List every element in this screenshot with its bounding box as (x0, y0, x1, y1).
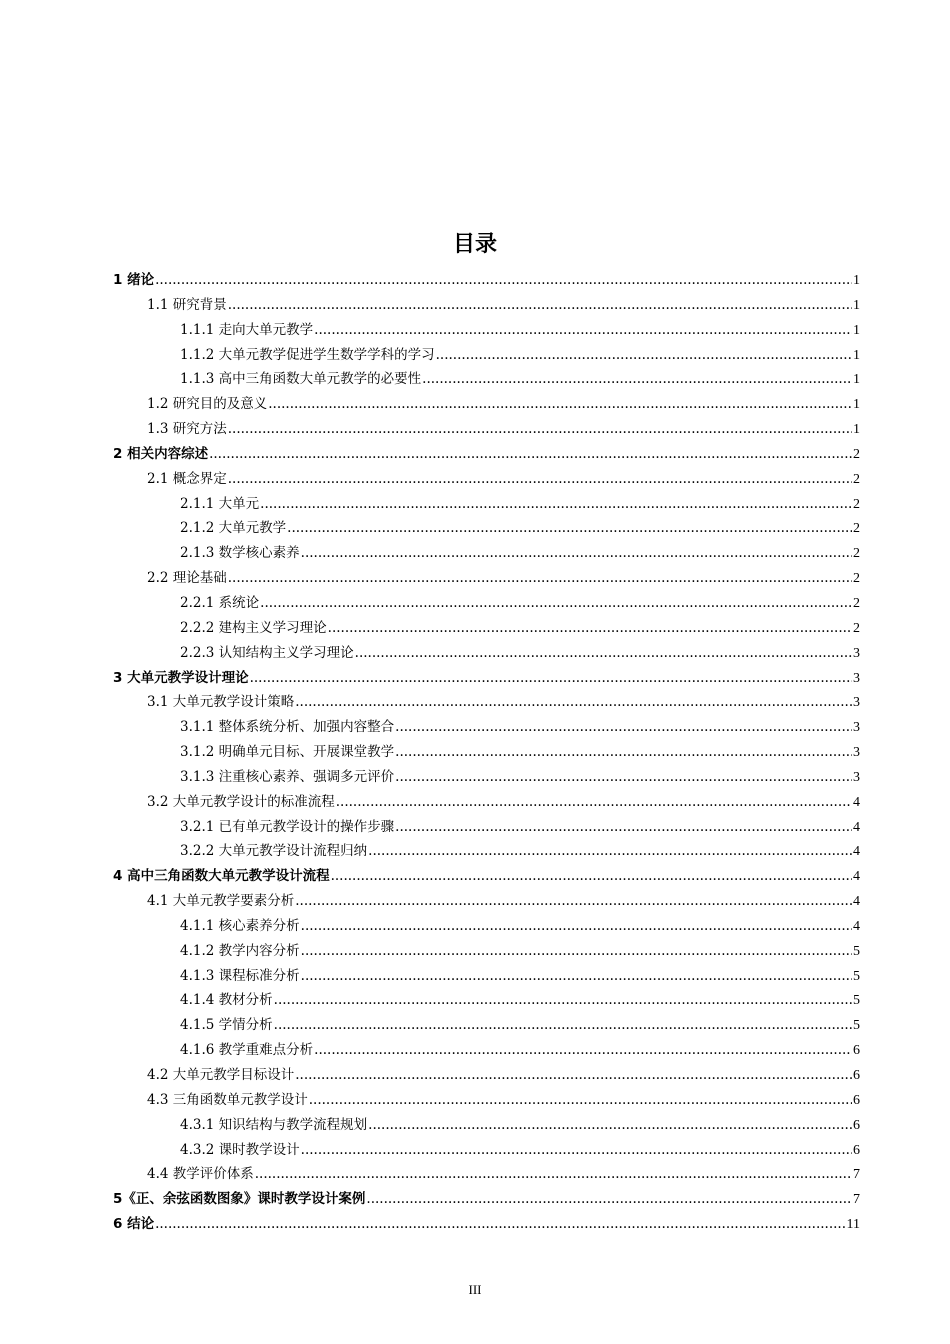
toc-dot-leader (422, 371, 852, 387)
toc-entry-page: 2 (853, 546, 860, 562)
toc-entry-label: 4.2 大单元教学目标设计 (147, 1067, 295, 1083)
toc-entry-label: 3.1.1 整体系统分析、加强内容整合 (180, 719, 395, 736)
toc-entry-page: 3 (853, 745, 860, 761)
toc-entry-level-2[interactable] (113, 392, 860, 417)
toc-entry-label: 2.1.3 数学核心素养 (180, 545, 300, 562)
toc-dot-leader (228, 570, 852, 586)
toc-entry-page: 6 (853, 1043, 860, 1059)
toc-entry-level-2[interactable] (113, 566, 860, 591)
toc-entry-page: 4 (853, 894, 860, 910)
toc-entry-label: 4.1.4 教材分析 (180, 992, 273, 1009)
toc-dot-leader (368, 843, 852, 859)
toc-entry-level-3[interactable] (113, 740, 860, 765)
toc-dot-leader (295, 694, 852, 710)
toc-entry-label: 4.3.2 课时教学设计 (180, 1141, 300, 1158)
toc-dot-leader (436, 347, 852, 363)
toc-dot-leader (395, 819, 852, 835)
toc-dot-leader (274, 992, 852, 1008)
toc-entry-label: 4.4 教学评价体系 (147, 1166, 254, 1183)
toc-dot-leader (314, 322, 852, 338)
toc-entry-level-2[interactable] (113, 467, 860, 492)
toc-dot-leader (228, 421, 852, 437)
toc-entry-level-3[interactable] (113, 715, 860, 740)
toc-entry-page: 2 (853, 471, 860, 487)
toc-entry-label: 2.2.2 建构主义学习理论 (180, 619, 327, 636)
toc-dot-leader (155, 1216, 845, 1232)
toc-entry-label: 3 大单元教学设计理论 (113, 669, 249, 686)
toc-entry-page: 7 (853, 1192, 860, 1208)
toc-dot-leader (336, 794, 852, 810)
toc-dot-leader (301, 545, 852, 561)
toc-entry-level-1[interactable] (113, 268, 860, 293)
toc-entry-level-3[interactable] (113, 1138, 860, 1163)
toc-entry-page: 2 (853, 521, 860, 537)
toc-entry-label: 2.1.2 大单元教学 (180, 520, 287, 537)
toc-dot-leader (295, 1067, 852, 1083)
toc-entry-level-1[interactable] (113, 864, 860, 889)
toc-entry-label: 1.1.1 走向大单元教学 (180, 321, 314, 338)
toc-entry-level-2[interactable] (113, 1162, 860, 1187)
toc-dot-leader (260, 595, 852, 611)
toc-dot-leader (209, 446, 852, 462)
toc-entry-level-2[interactable] (113, 1063, 860, 1088)
toc-entry-label: 1.1.3 高中三角函数大单元教学的必要性 (180, 371, 422, 388)
toc-dot-leader (314, 1042, 852, 1058)
toc-entry-label: 2.1.1 大单元 (180, 495, 260, 512)
toc-entry-label: 4.1.2 教学内容分析 (180, 942, 300, 959)
toc-entry-level-3[interactable] (113, 988, 860, 1013)
toc-dot-leader (301, 1142, 852, 1158)
toc-entry-page: 2 (853, 571, 860, 587)
toc-dot-leader (395, 744, 852, 760)
toc-entry-label: 4 高中三角函数大单元教学设计流程 (113, 868, 330, 885)
toc-entry-page: 4 (853, 794, 860, 810)
toc-entry-label: 4.3 三角函数单元教学设计 (147, 1091, 308, 1108)
toc-entry-label: 3.1.2 明确单元目标、开展课堂教学 (180, 744, 395, 761)
toc-entry-page: 4 (853, 819, 860, 835)
toc-entry-page: 6 (853, 1142, 860, 1158)
toc-dot-leader (301, 918, 852, 934)
toc-dot-leader (255, 1166, 852, 1182)
toc-dot-leader (228, 297, 852, 313)
toc-entry-page: 3 (853, 670, 860, 686)
toc-dot-leader (331, 868, 852, 884)
toc-dot-leader (301, 943, 852, 959)
toc-entry-level-3[interactable] (113, 939, 860, 964)
toc-entry-label: 3.1 大单元教学设计策略 (147, 694, 295, 711)
toc-entry-level-1[interactable] (113, 666, 860, 691)
toc-entry-label: 3.2.1 已有单元教学设计的操作步骤 (180, 818, 395, 835)
toc-entry-level-3[interactable] (113, 815, 860, 840)
toc-entry-page: 1 (853, 273, 860, 288)
page-number: III (468, 1282, 482, 1297)
toc-entry-page: 2 (853, 496, 860, 512)
toc-entry-label: 4.1.5 学情分析 (180, 1017, 273, 1034)
toc-entry-level-3[interactable] (113, 765, 860, 790)
toc-entry-page: 1 (853, 372, 860, 388)
toc-entry-label: 2.2 理论基础 (147, 570, 227, 587)
toc-entry-page: 4 (853, 844, 860, 860)
toc-entry-page: 6 (853, 1068, 860, 1083)
toc-entry-page: 5 (853, 1018, 860, 1034)
toc-entry-level-1[interactable] (113, 1212, 860, 1237)
toc-entry-label: 4.1.3 课程标准分析 (180, 967, 300, 984)
toc-entry-level-1[interactable] (113, 1187, 860, 1212)
toc-entry-level-3[interactable] (113, 516, 860, 541)
toc-entry-level-3[interactable] (113, 964, 860, 989)
toc-entry-label: 4.3.1 知识结构与教学流程规划 (180, 1116, 368, 1133)
toc-entry-page: 2 (853, 595, 860, 611)
toc-entry-level-3[interactable] (113, 1113, 860, 1138)
toc-entry-label: 6 结论 (113, 1216, 155, 1233)
toc-entry-level-3[interactable] (113, 492, 860, 517)
toc-entry-level-2[interactable] (113, 690, 860, 715)
toc-dot-leader (274, 1017, 852, 1033)
toc-entry-label: 1.2 研究目的及意义 (147, 396, 268, 413)
toc-entry-page: 6 (853, 1117, 860, 1133)
toc-dot-leader (268, 396, 852, 412)
toc-entry-page: 6 (853, 1092, 860, 1108)
toc-dot-leader (260, 496, 852, 512)
toc-dot-leader (355, 645, 852, 661)
toc-entry-label: 1.1.2 大单元教学促进学生数学学科的学习 (180, 346, 435, 363)
toc-dot-leader (309, 1092, 852, 1108)
toc-entry-level-3[interactable] (113, 343, 860, 368)
toc-entry-level-3[interactable] (113, 367, 860, 392)
toc-entry-label: 3.2.2 大单元教学设计流程归纳 (180, 843, 368, 860)
toc-entry-label: 2.1 概念界定 (147, 470, 227, 487)
toc-entry-level-3[interactable] (113, 641, 860, 666)
toc-entry-level-2[interactable] (113, 417, 860, 442)
toc-entry-level-2[interactable] (113, 889, 860, 914)
toc-entry-label: 2.2.3 认知结构主义学习理论 (180, 644, 354, 661)
toc-entry-page: 7 (853, 1167, 860, 1183)
toc-dot-leader (228, 471, 852, 487)
toc-entry-page: 1 (853, 347, 860, 363)
toc-entry-level-3[interactable] (113, 1038, 860, 1063)
toc-entry-page: 5 (853, 968, 860, 984)
toc-dot-leader (368, 1117, 852, 1133)
toc-dot-leader (395, 719, 852, 735)
toc-entry-page: 1 (853, 422, 860, 438)
toc-entry-level-3[interactable] (113, 914, 860, 939)
toc-entry-page: 5 (853, 993, 860, 1009)
toc-entry-level-1[interactable] (113, 442, 860, 467)
toc-title: 目录 (452, 232, 497, 257)
toc-entry-level-3[interactable] (113, 591, 860, 616)
toc-entry-label: 2.2.1 系统论 (180, 594, 260, 611)
toc-entry-label: 4.1.6 教学重难点分析 (180, 1042, 314, 1059)
toc-entry-page: 2 (853, 446, 860, 462)
toc-entry-page: 3 (853, 645, 860, 661)
toc-entry-label: 2 相关内容综述 (113, 445, 209, 462)
toc-entry-page: 4 (853, 918, 860, 934)
toc-entry-page: 3 (853, 769, 860, 785)
toc-entry-page: 1 (853, 322, 860, 338)
toc-entry-page: 1 (853, 397, 860, 413)
toc-entry-level-3[interactable] (113, 541, 860, 566)
toc-entry-page: 3 (853, 695, 860, 711)
toc-entry-level-2[interactable] (113, 293, 860, 318)
toc-entry-page: 5 (853, 943, 860, 959)
toc-entry-label: 5《正、余弦函数图象》课时教学设计案例 (113, 1191, 366, 1208)
toc-entry-page: 11 (846, 1217, 860, 1233)
toc-entry-level-2[interactable] (113, 790, 860, 815)
toc-dot-leader (328, 620, 852, 636)
toc-entry-level-3[interactable] (113, 1013, 860, 1038)
toc-entry-label: 4.1 大单元教学要素分析 (147, 893, 295, 910)
toc-entry-label: 3.1.3 注重核心素养、强调多元评价 (180, 768, 395, 785)
toc-entry-label: 1.1 研究背景 (147, 296, 227, 313)
toc-list (113, 268, 860, 1237)
toc-entry-page: 1 (853, 297, 860, 313)
toc-dot-leader (250, 670, 852, 686)
toc-dot-leader (301, 968, 852, 984)
toc-entry-page: 4 (853, 869, 860, 885)
toc-entry-level-3[interactable] (113, 616, 860, 641)
toc-entry-page: 3 (853, 720, 860, 736)
toc-entry-level-3[interactable] (113, 839, 860, 864)
toc-entry-label: 3.2 大单元教学设计的标准流程 (147, 793, 335, 810)
toc-dot-leader (287, 520, 852, 536)
toc-entry-page: 2 (853, 620, 860, 636)
toc-entry-label: 1.3 研究方法 (147, 421, 227, 438)
toc-entry-label: 1 绪论 (113, 272, 155, 288)
toc-dot-leader (295, 893, 852, 909)
toc-entry-label: 4.1.1 核心素养分析 (180, 917, 300, 934)
toc-entry-level-3[interactable] (113, 318, 860, 343)
toc-dot-leader (366, 1191, 852, 1207)
toc-dot-leader (155, 272, 852, 288)
toc-entry-level-2[interactable] (113, 1088, 860, 1113)
toc-dot-leader (395, 769, 852, 785)
